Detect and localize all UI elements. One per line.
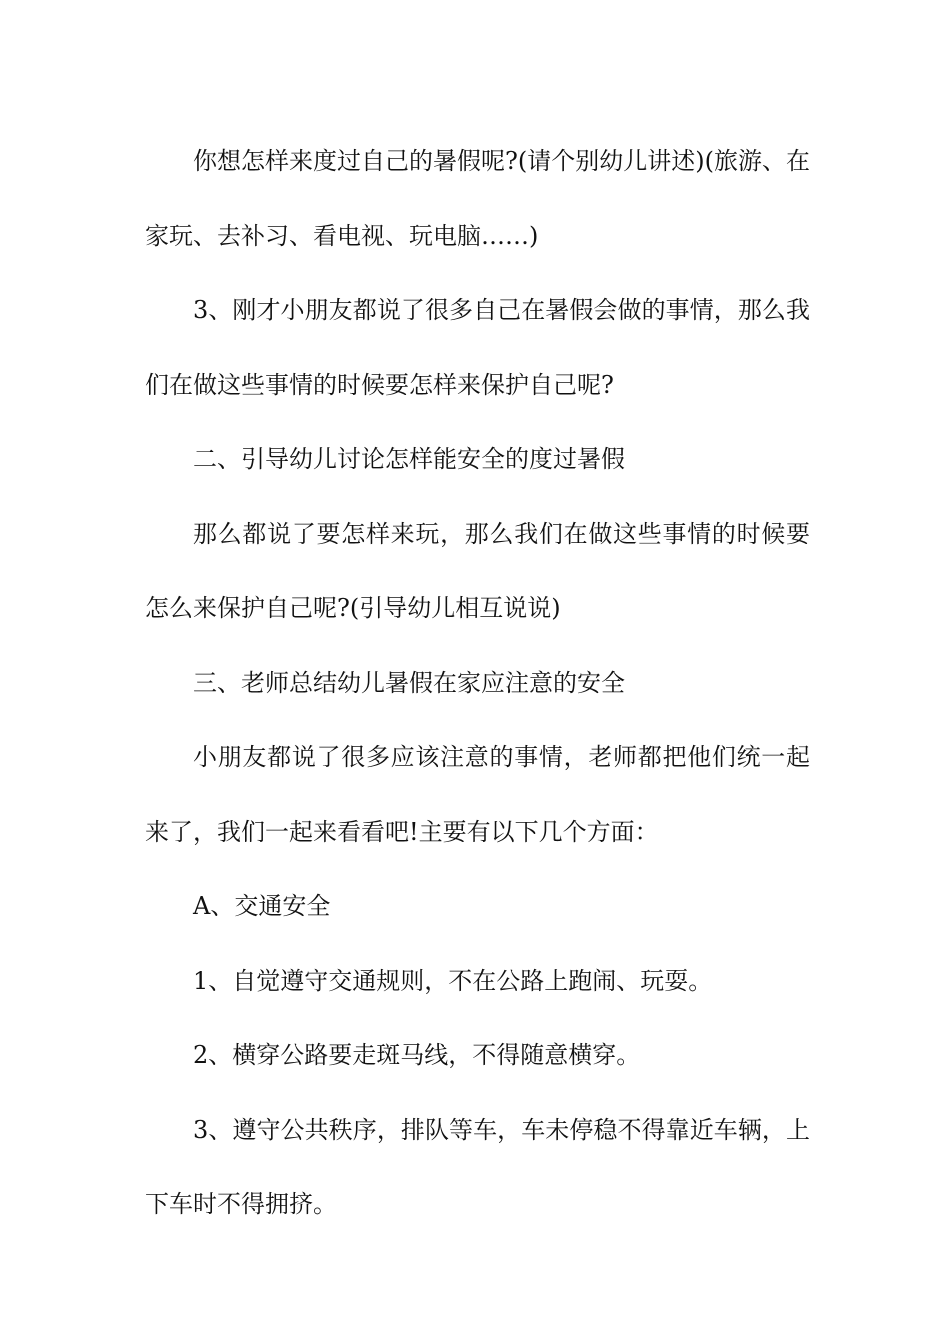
- list-item-zebra-crossing: 2、横穿公路要走斑马线，不得随意横穿。: [193, 1041, 641, 1069]
- list-item-public-order: 3、遵守公共秩序，排队等车，车未停稳不得靠近车辆，上下车时不得拥挤。: [145, 1115, 810, 1218]
- paragraph-how-to-play: 那么都说了要怎样来玩，那么我们在做这些事情的时候要怎么来保护自己呢?(引导幼儿相互说说): [145, 519, 810, 622]
- paragraph-unified-points: 小朋友都说了很多应该注意的事情，老师都把他们统一起来了，我们一起来看看吧!主要有以下几个方面：: [145, 743, 810, 846]
- paragraph-summer-plans: 你想怎样来度过自己的暑假呢?(请个别幼儿讲述)(旅游、在家玩、去补习、看电视、玩电脑……): [145, 147, 810, 250]
- section-heading-teacher-summary: 三、老师总结幼儿暑假在家应注意的安全: [193, 668, 625, 697]
- section-heading-discussion: 二、引导幼儿讨论怎样能安全的度过暑假: [193, 445, 625, 473]
- subheading-traffic-safety: A、交通安全: [193, 892, 331, 920]
- document-body: [145, 124, 810, 1242]
- paragraph-protect-self-question: 3、刚才小朋友都说了很多自己在暑假会做的事情，那么我们在做这些事情的时候要怎样来保护自己呢?: [145, 296, 810, 399]
- list-item-traffic-rules: 1、自觉遵守交通规则，不在公路上跑闹、玩耍。: [193, 966, 713, 995]
